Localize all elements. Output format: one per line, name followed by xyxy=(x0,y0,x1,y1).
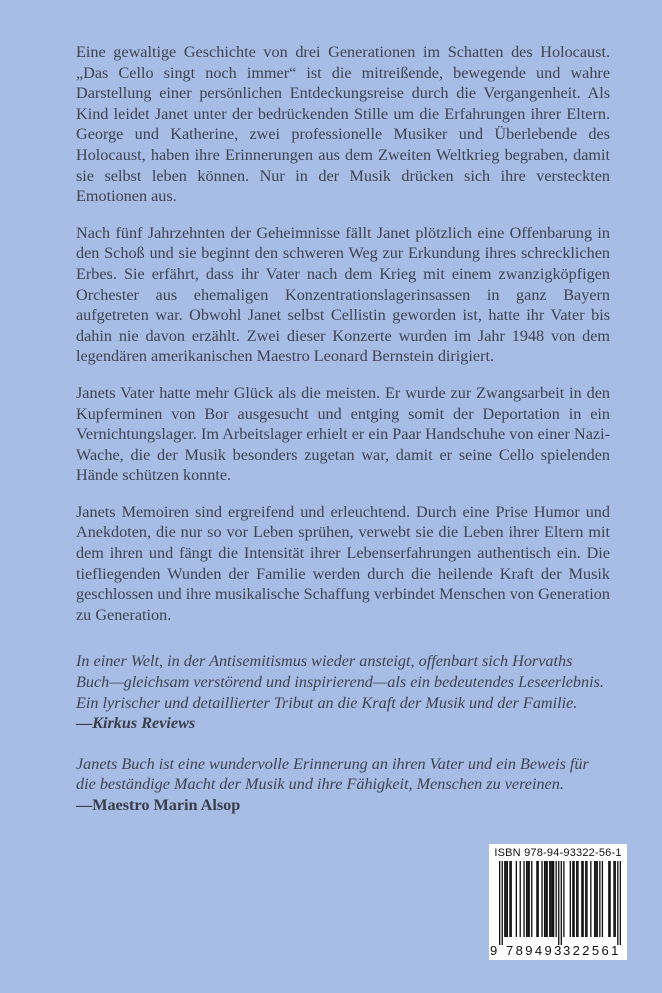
barcode-bar xyxy=(550,861,551,937)
quote-line: In einer Welt, in der Antisemitismus wieder ansteigt, offenbart sich Horvaths xyxy=(76,652,573,671)
barcode-bar xyxy=(536,861,537,937)
blurb-paragraph-4: Janets Memoiren sind ergreifend und erleuchtend. Durch eine Prise Humor und Anekdoten, die nur so vor Leben sprühen, verwebt sie die Leben ihrer Eltern mit dem ihren und fängt die Intensität ihrer Lebenserfahrungen authentisch ein. Die tiefliegenden Wunden der Familie werden durch die heilende Kraft der Musik geschlossen und ihre musikalische Schaffung verbindet Menschen von Generation zu Generation. xyxy=(76,502,610,624)
barcode-bar xyxy=(538,861,539,937)
barcode-bar xyxy=(541,861,542,937)
barcode-bar xyxy=(511,861,512,937)
barcode-bar xyxy=(505,861,506,937)
barcode-bar xyxy=(531,861,532,937)
barcode-bar xyxy=(597,861,598,937)
isbn-barcode xyxy=(489,844,627,960)
barcode-bar xyxy=(572,861,573,937)
review-quote-alsop xyxy=(76,754,610,816)
barcode-bar xyxy=(582,861,583,937)
barcode-digits xyxy=(489,943,627,959)
quote-line: Buch—gleichsam verstörend und inspirierend—als ein bedeutendes Leseerlebnis. xyxy=(76,673,604,692)
barcode-bar xyxy=(585,861,586,937)
barcode-bar xyxy=(553,861,554,937)
barcode-bar xyxy=(573,861,574,937)
barcode-bar xyxy=(547,861,548,937)
barcode-bar xyxy=(609,861,610,937)
barcode-bar xyxy=(558,861,559,945)
barcode-bar xyxy=(620,861,621,945)
review-quote-kirkus xyxy=(76,651,610,733)
barcode-bar xyxy=(613,861,614,937)
barcode-bar xyxy=(561,861,562,945)
barcode-bar xyxy=(516,861,517,937)
barcode-digit-group-1: 789493 xyxy=(506,943,564,958)
quote-attribution: —Maestro Marin Alsop xyxy=(76,796,241,814)
barcode-bar xyxy=(523,861,524,937)
barcode-bar xyxy=(563,861,564,937)
barcode-bar xyxy=(499,861,500,945)
quote-line: Ein lyrischer und detaillierter Tribut an die Kraft der Musik und der Familie. xyxy=(76,693,578,712)
barcode-bar xyxy=(549,861,550,937)
quote-line: die beständige Macht der Musik und ihre Fähigkeit, Menschen zu vereinen. xyxy=(76,775,564,794)
barcode-bar xyxy=(507,861,508,937)
barcode-bar xyxy=(526,861,527,937)
barcode-bar xyxy=(594,861,595,937)
back-cover-text xyxy=(76,42,610,816)
barcode-digit-first: 9 xyxy=(490,943,498,958)
barcode-bar xyxy=(544,861,545,937)
barcode-bar xyxy=(520,861,521,937)
barcode-bar xyxy=(586,861,587,937)
quote-line: Janets Buch ist eine wundervolle Erinnerung an ihren Vater und ein Beweis für xyxy=(76,754,589,773)
blurb-paragraph-1: Eine gewaltige Geschichte von drei Generationen im Schatten des Holocaust. „Das Cello singt noch immer“ ist die mitreißende, bewegende und wahre Darstellung einer persönlichen Entdeckungsreise durch die Vergangenheit. Als Kind leidet Janet unter der bedrückenden Stille um die Erfahrungen ihrer Eltern. George und Katherine, zwei professionelle Musiker und Überlebende des Holocaust, haben ihre Erinnerungen aus dem Zweiten Weltkrieg begraben, damit sie selbst leben können. Nur in der Musik drücken sich ihre versteckten Emotionen aus. xyxy=(76,43,610,206)
barcode-bar xyxy=(529,861,530,937)
barcode-bar xyxy=(545,861,546,937)
barcode-bar xyxy=(590,861,591,937)
isbn-label: ISBN 978-94-93322-56-1 xyxy=(494,847,622,859)
barcode-bar xyxy=(527,861,528,937)
barcode-bar xyxy=(552,861,553,937)
barcode-bar xyxy=(504,861,505,937)
barcode-bar xyxy=(556,861,557,937)
barcode-bar xyxy=(576,861,577,937)
barcode-bar xyxy=(581,861,582,937)
barcode-bar xyxy=(617,861,618,945)
barcode-bars xyxy=(499,861,621,945)
blurb-paragraph-3: Janets Vater hatte mehr Glück als die meisten. Er wurde zur Zwangsarbeit in den Kupferminen von Bor ausgesucht und entging somit der Deportation in ein Vernichtungslager. Im Arbeitslager erhielt er ein Paar Handschuhe von einer Nazi-Wache, die der Musik besonders zugetan war, damit er seine Cello spielenden Hände schützen konnte. xyxy=(76,383,610,485)
quote-attribution: —Kirkus Reviews xyxy=(76,714,196,733)
barcode-bar xyxy=(577,861,578,937)
barcode-bar xyxy=(608,861,609,937)
barcode-bar xyxy=(599,861,600,937)
barcode-bar xyxy=(502,861,503,945)
barcode-bar xyxy=(615,861,616,937)
barcode-digit-group-2: 322561 xyxy=(563,943,621,958)
barcode-bar xyxy=(570,861,571,937)
barcode-bar xyxy=(602,861,603,937)
barcode-bar xyxy=(509,861,510,937)
barcode-bar xyxy=(595,861,596,937)
blurb-paragraph-2: Nach fünf Jahrzehnten der Geheimnisse fällt Janet plötzlich eine Offenbarung in den Schoß und sie beginnt den schweren Weg zur Erkundung ihres schrecklichen Erbes. Sie erfährt, dass ihr Vater nach dem Krieg mit einem zwanzigköpfigen Orchester aus ehemaligen Konzentrationslagerinsassen in ganz Bayern aufgetreten war. Obwohl Janet selbst Cellistin geworden ist, hatte ihr Vater bis dahin nie davon erzählt. Zwei dieser Konzerte wurden im Jahr 1948 von dem legendären amerikanischen Maestro Leonard Bernstein dirigiert. xyxy=(76,223,610,366)
